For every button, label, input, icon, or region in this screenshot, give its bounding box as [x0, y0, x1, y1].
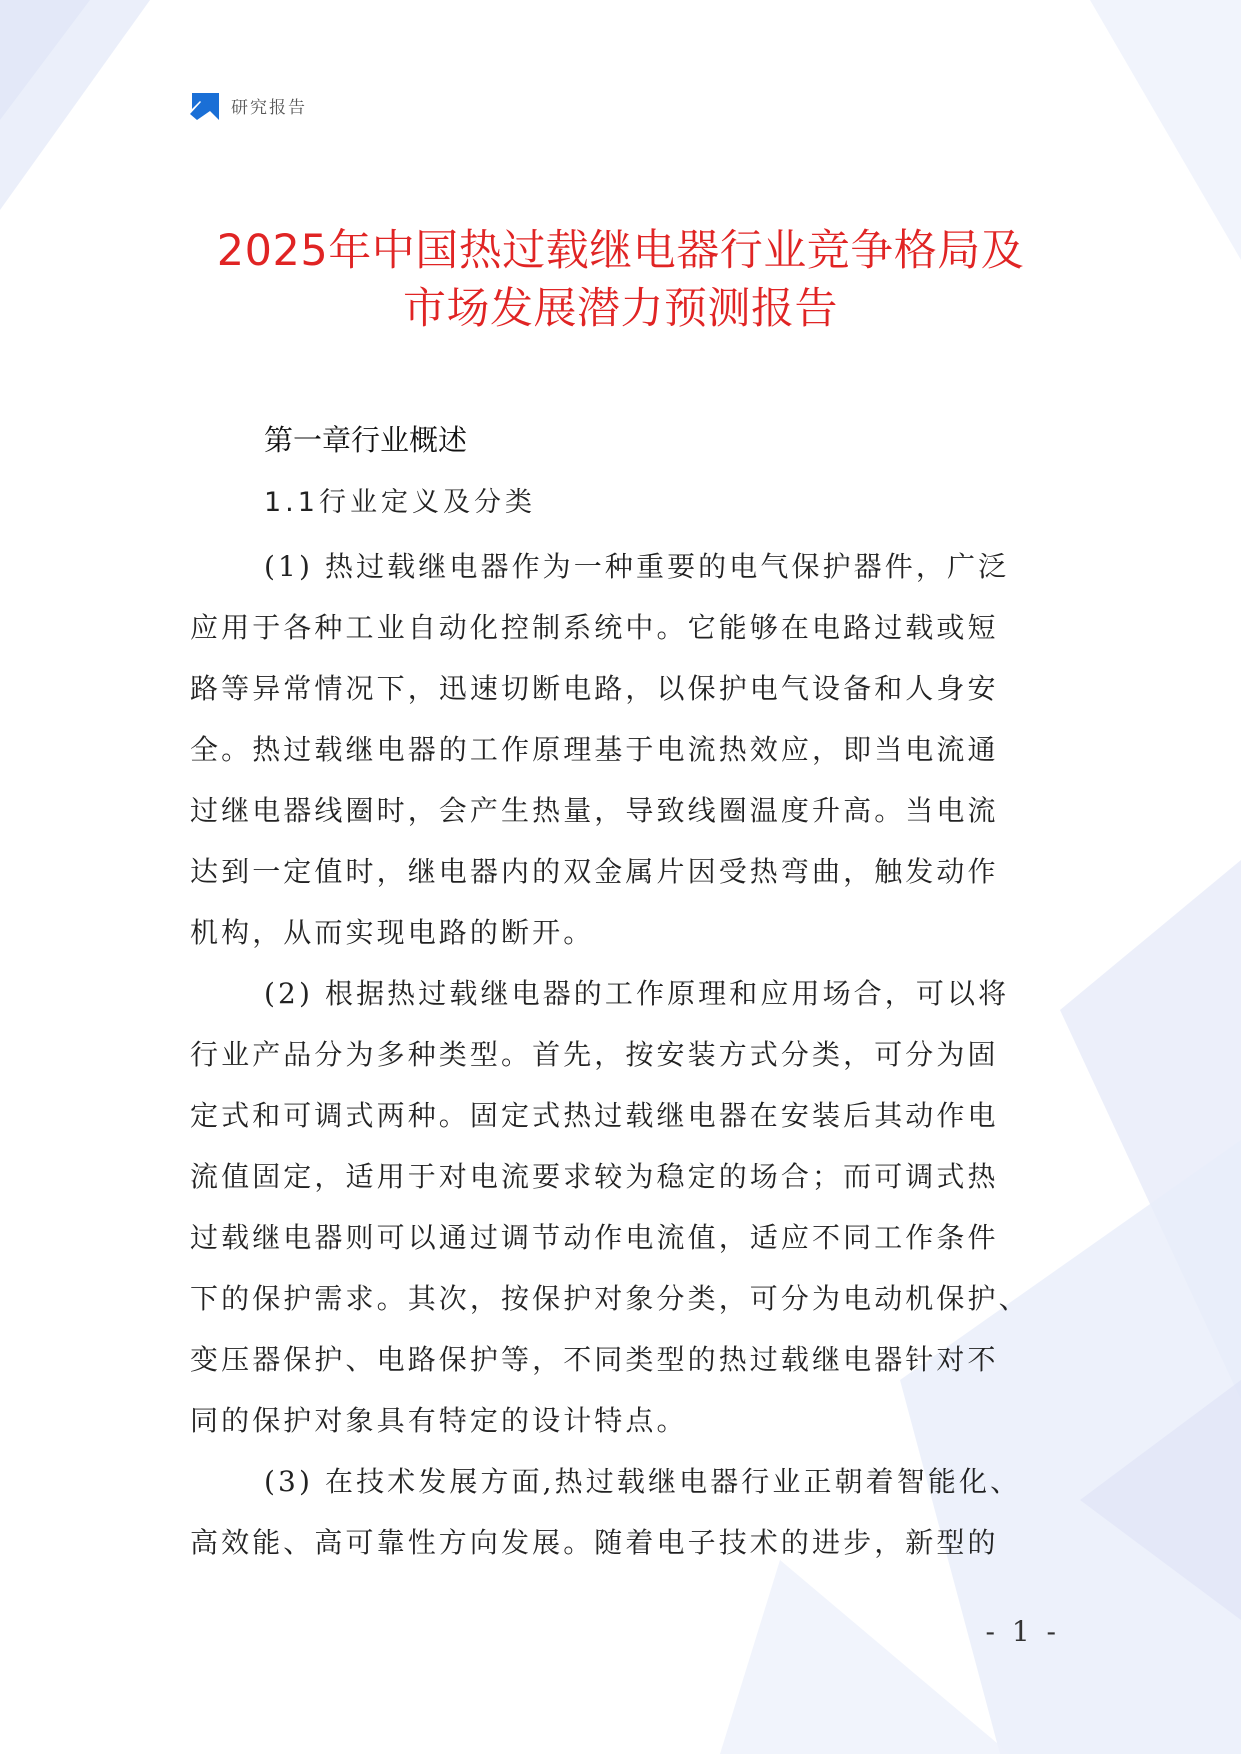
text-line: 变压器保护、电路保护等，不同类型的热过载继电器针对不 [190, 1343, 999, 1376]
paragraph [190, 536, 1050, 963]
text-line: 同的保护对象具有特定的设计特点。 [190, 1404, 688, 1437]
text-line: 行业产品分为多种类型。首先，按安装方式分类，可分为固 [190, 1038, 999, 1071]
section-heading: 1.1行业定义及分类 [264, 487, 536, 518]
header-label: 研究报告 [231, 97, 307, 118]
text-line: 应用于各种工业自动化控制系统中。它能够在电路过载或短 [190, 611, 999, 644]
text-line: 达到一定值时，继电器内的双金属片因受热弯曲，触发动作 [190, 855, 999, 888]
chapter-heading: 第一章行业概述 [264, 423, 468, 457]
paragraph [190, 963, 1050, 1451]
text-line: 机构，从而实现电路的断开。 [190, 916, 595, 949]
title-line-2: 市场发展潜力预测报告 [403, 284, 838, 334]
text-line: 下的保护需求。其次，按保护对象分类，可分为电动机保护、 [190, 1282, 1030, 1315]
text-line: (2) 根据热过载继电器的工作原理和应用场合，可以将 [264, 977, 1010, 1010]
report-header [187, 88, 307, 122]
text-line: 过继电器线圈时，会产生热量，导致线圈温度升高。当电流 [190, 794, 999, 827]
text-line: 路等异常情况下，迅速切断电路，以保护电气设备和人身安 [190, 672, 999, 705]
text-line: 全。热过载继电器的工作原理基于电流热效应，即当电流通 [190, 733, 999, 766]
page-number: - 1 - [985, 1615, 1060, 1648]
text-line: 流值固定，适用于对电流要求较为稳定的场合；而可调式热 [190, 1160, 999, 1193]
report-title [150, 222, 1091, 338]
body-text [190, 536, 1050, 1573]
text-line: (3) 在技术发展方面,热过载继电器行业正朝着智能化、 [264, 1465, 1022, 1498]
text-line: 高效能、高可靠性方向发展。随着电子技术的进步，新型的 [190, 1526, 999, 1559]
text-line: 定式和可调式两种。固定式热过载继电器在安装后其动作电 [190, 1099, 999, 1132]
title-line-1: 2025年中国热过载继电器行业竞争格局及 [216, 226, 1025, 276]
paragraph [190, 1451, 1050, 1573]
text-line: (1) 热过载继电器作为一种重要的电气保护器件，广泛 [264, 550, 1010, 583]
text-line: 过载继电器则可以通过调节动作电流值，适应不同工作条件 [190, 1221, 999, 1254]
arrow-logo-icon [187, 88, 221, 122]
